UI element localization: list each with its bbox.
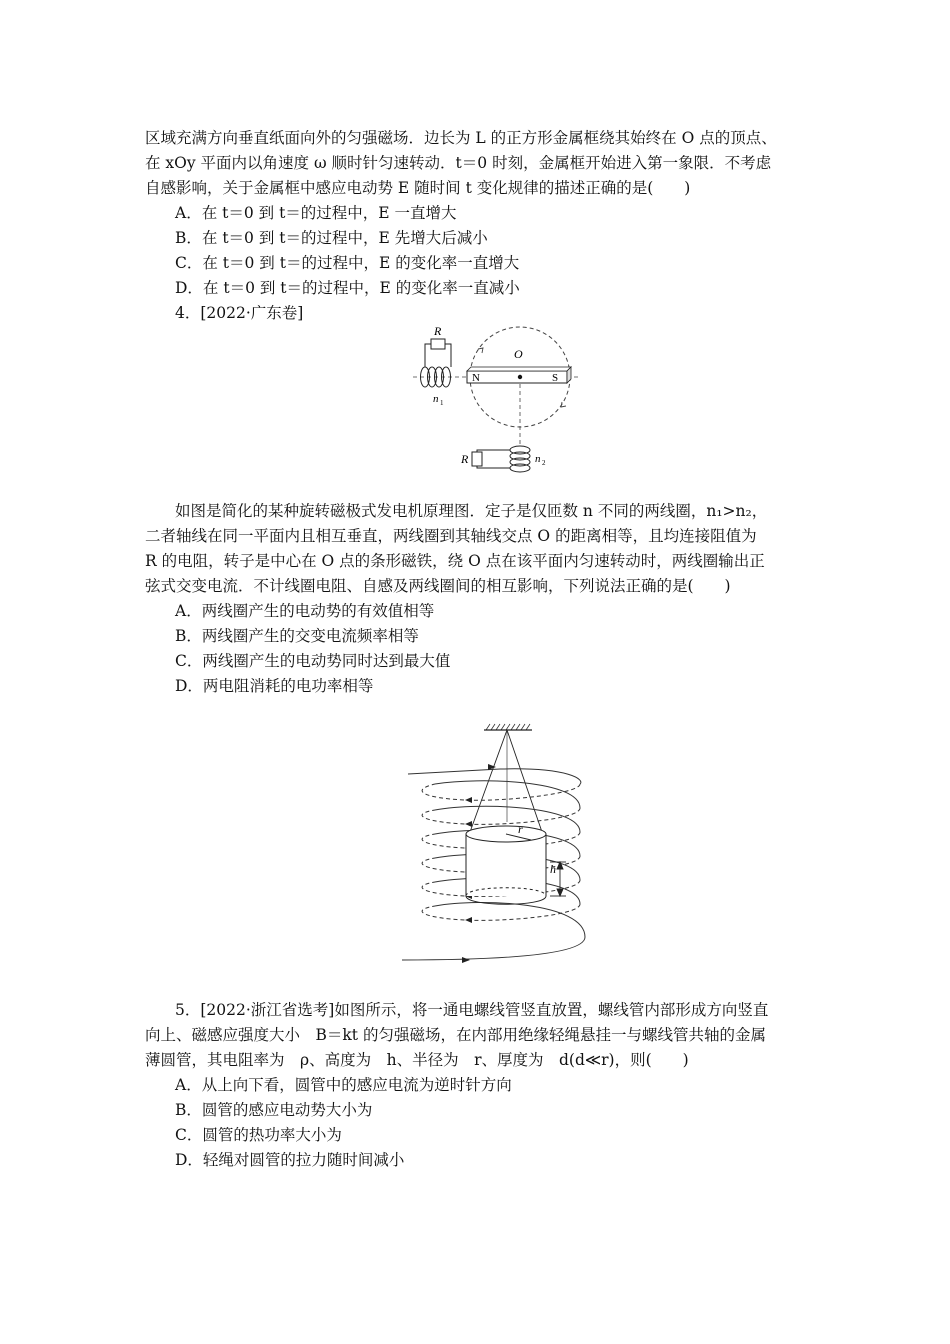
coil-n1-subscript: 1 xyxy=(440,399,444,407)
resistor-top-label: R xyxy=(434,324,442,338)
q4-text-line-3: R 的电阻，转子是中心在 O 点的条形磁铁，绕 O 点在该平面内匀速转动时，两线圈输出正 xyxy=(145,552,765,570)
q5-text-line-3: 薄圆管，其电阻率为 ρ、高度为 h、半径为 r、厚度为 d(d≪r)，则( ) xyxy=(145,1051,689,1069)
q4-header: 4．[2022·广东卷] xyxy=(175,304,304,322)
resistor-bottom xyxy=(472,452,482,466)
string-right xyxy=(507,730,542,832)
coil-n2-subscript: 2 xyxy=(542,459,546,467)
q3-text-line-2: 在 xOy 平面内以角速度 ω 顺时针匀速转动．t＝0 时刻，金属框开始进入第一象限．不考虑 xyxy=(145,154,772,172)
center-o-label: O xyxy=(514,347,523,361)
magnet-n-label: N xyxy=(472,372,480,384)
coil-n2 xyxy=(472,446,530,472)
solenoid-figure xyxy=(400,722,600,972)
q3-option-d: D．在 t＝0 到 t＝的过程中，E 的变化率一直减小 xyxy=(175,279,520,297)
q4-text-line-4: 弦式交变电流．不计线圈电阻、自感及两线圈间的相互影响，下列说法正确的是( ) xyxy=(145,577,731,595)
coil-n2-label: n xyxy=(535,453,541,465)
coil-n1-label: n xyxy=(433,393,439,405)
q4-text-line-1: 如图是简化的某种旋转磁极式发电机原理图．定子是仅匝数 n 不同的两线圈，n₁>n₂， xyxy=(175,502,768,520)
q3-text-line-3: 自感影响，关于金属框中感应电动势 E 随时间 t 变化规律的描述正确的是( ) xyxy=(145,179,691,197)
q5-option-b: B．圆管的感应电动势大小为 xyxy=(175,1101,373,1119)
radius-label: r xyxy=(518,822,523,836)
q5-option-d: D．轻绳对圆管的拉力随时间减小 xyxy=(175,1151,405,1169)
q4-option-d: D．两电阻消耗的电功率相等 xyxy=(175,677,374,695)
q3-option-b: B．在 t＝0 到 t＝的过程中，E 先增大后减小 xyxy=(175,229,488,247)
magnet-s-label: S xyxy=(552,372,559,384)
q4-option-a: A．两线圈产生的电动势的有效值相等 xyxy=(175,602,435,620)
metal-tube xyxy=(466,826,546,904)
q4-text-line-2: 二者轴线在同一平面内且相互垂直，两线圈到其轴线交点 O 的距离相等，且均连接阻值为 xyxy=(145,527,757,545)
resistor-bottom-label: R xyxy=(461,452,469,466)
q5-option-a: A．从上向下看，圆管中的感应电流为逆时针方向 xyxy=(175,1076,512,1094)
q5-option-c: C．圆管的热功率大小为 xyxy=(175,1126,342,1144)
q3-text-line-1: 区域充满方向垂直纸面向外的匀强磁场．边长为 L 的正方形金属框绕其始终在 O 点的顶点、 xyxy=(145,129,777,147)
resistor-top xyxy=(431,339,445,349)
generator-figure xyxy=(405,322,595,478)
q5-text-line-2: 向上、磁感应强度大小 B＝kt 的匀强磁场，在内部用绝缘轻绳悬挂一与螺线管共轴的金属 xyxy=(145,1026,766,1044)
q4-option-c: C．两线圈产生的电动势同时达到最大值 xyxy=(175,652,451,670)
q4-option-b: B．两线圈产生的交变电流频率相等 xyxy=(175,627,419,645)
coil-n1 xyxy=(421,339,452,387)
q3-option-a: A．在 t＝0 到 t＝的过程中，E 一直增大 xyxy=(175,204,457,222)
q3-option-c: C．在 t＝0 到 t＝的过程中，E 的变化率一直增大 xyxy=(175,254,520,272)
center-point xyxy=(518,375,522,379)
height-label: h xyxy=(550,862,556,876)
q5-text-line-1: 5．[2022·浙江省选考]如图所示，将一通电螺线管竖直放置，螺线管内部形成方向竖直 xyxy=(175,1001,769,1019)
